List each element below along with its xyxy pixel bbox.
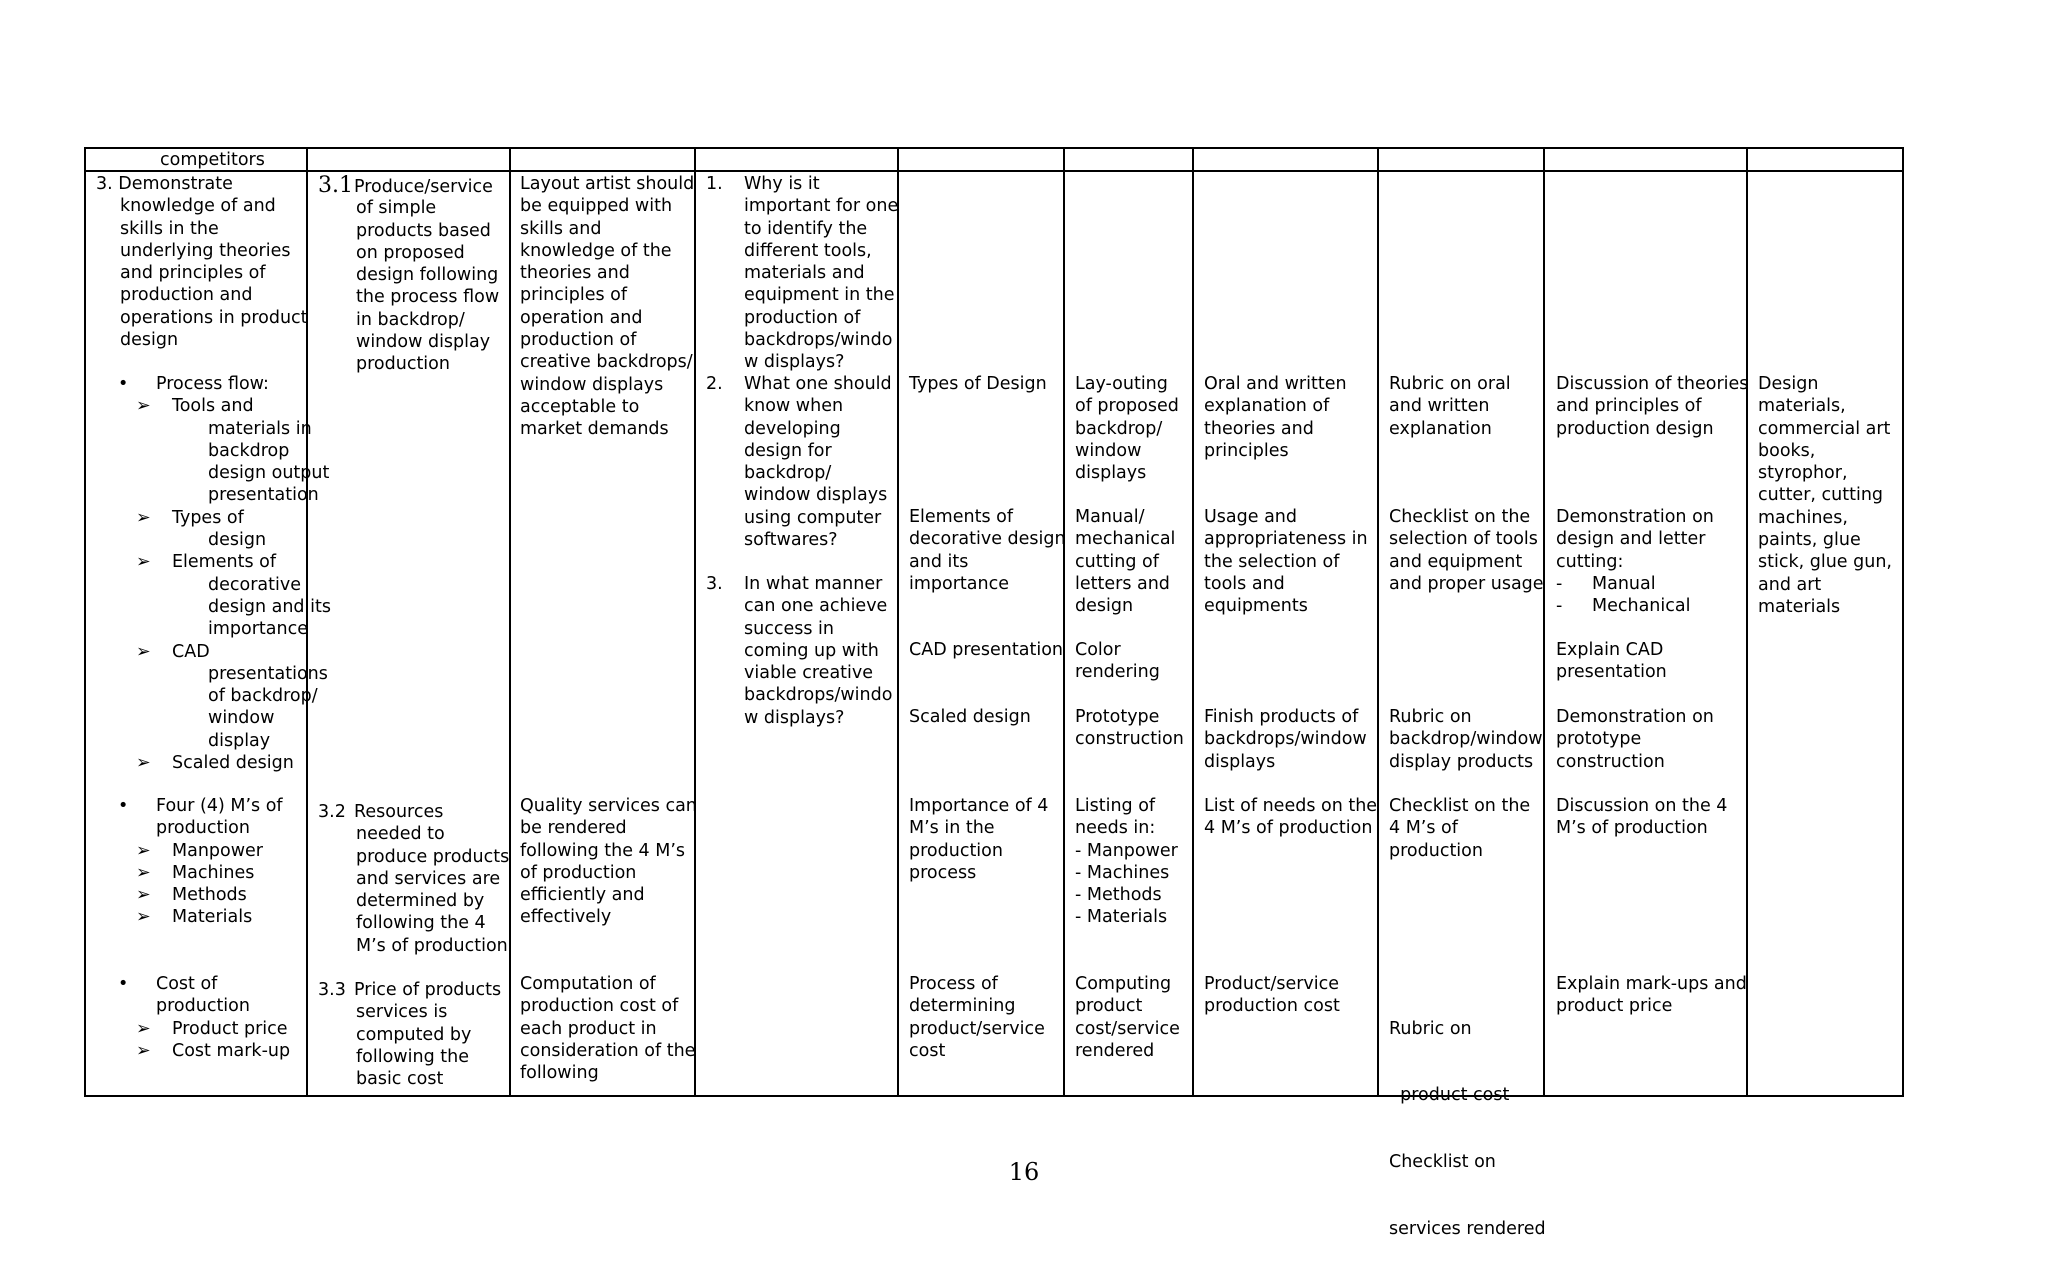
knowledge-line: M’s in the: [909, 818, 995, 839]
outcome-number: 3.1: [318, 173, 353, 198]
question-line: backdrops/windo: [744, 685, 893, 706]
product-line: the selection of: [1204, 551, 1340, 572]
four-ms-label: production: [156, 818, 250, 839]
outcome-line: Produce/service: [354, 177, 493, 197]
outcome-3-3: [318, 979, 501, 1090]
activity-line: presentation: [1556, 662, 1667, 683]
assessment-line: and written: [1389, 396, 1490, 417]
arrow-bullet-icon: ➢: [136, 885, 151, 906]
activity-line: product price: [1556, 996, 1673, 1017]
activity-line: Explain CAD: [1556, 640, 1664, 660]
understanding-line: efficiently and: [520, 885, 645, 906]
outcome-line: needed to: [356, 824, 445, 845]
understanding-line: following: [520, 1063, 599, 1084]
resource-line: materials: [1758, 596, 1841, 617]
knowledge-line: Process of: [909, 974, 998, 994]
product-a: [1204, 373, 1347, 462]
column-divider: [1192, 149, 1194, 1095]
product-line: List of needs on the: [1204, 796, 1378, 816]
knowledge-line: process: [909, 862, 977, 883]
product-d: [1204, 706, 1367, 773]
question-line: different tools,: [744, 240, 872, 261]
process-flow-item: backdrop: [208, 440, 290, 461]
question-number: 2.: [706, 374, 723, 394]
question-line: developing: [744, 418, 841, 439]
question-line: What one should: [744, 374, 892, 394]
cost-label: production: [156, 996, 250, 1017]
understanding-line: market demands: [520, 419, 669, 440]
understanding-line: operation and: [520, 307, 643, 328]
resource-line: and art: [1758, 574, 1822, 595]
skills-line: rendered: [1075, 1040, 1155, 1061]
question-number: 3.: [706, 574, 723, 594]
skills-a: [1075, 373, 1179, 484]
skills-line: design: [1075, 596, 1134, 617]
assessment-line: and equipment: [1389, 551, 1523, 572]
process-flow-item: Types of: [172, 507, 244, 528]
outcome-line: on proposed: [356, 242, 465, 263]
process-flow-item: of backdrop/: [208, 686, 318, 707]
question-line: window displays: [744, 485, 888, 506]
cost-item: Cost mark-up: [172, 1040, 291, 1061]
understanding-line: window displays: [520, 374, 664, 395]
skills-line: window: [1075, 440, 1142, 461]
skills-line: Color: [1075, 640, 1121, 660]
arrow-bullet-icon: ➢: [136, 862, 151, 883]
resource-line: stick, glue gun,: [1758, 552, 1892, 573]
outcome-line: Resources: [354, 802, 444, 822]
dash-bullet-icon: -: [1556, 596, 1563, 617]
four-ms-item: Machines: [172, 862, 255, 883]
process-flow-list: [118, 373, 331, 774]
activity-line: Explain mark-ups and: [1556, 974, 1747, 994]
activity-d: [1556, 706, 1714, 773]
product-line: 4 M’s of production: [1204, 818, 1373, 839]
question-line: equipment in the: [744, 285, 895, 306]
knowledge-line: importance: [909, 573, 1009, 594]
question-line: important for one: [744, 196, 899, 217]
arrow-bullet-icon: ➢: [136, 840, 151, 861]
process-flow-item: presentations: [208, 663, 328, 684]
activity-line: M’s of production: [1556, 818, 1708, 839]
resource-line: styrophor,: [1758, 463, 1848, 484]
outcome-line: following the 4: [356, 913, 486, 934]
question-line: production of: [744, 307, 861, 328]
activity-line: Mechanical: [1592, 596, 1691, 617]
understanding-line: Computation of: [520, 974, 656, 994]
bullet-icon: •: [118, 374, 129, 394]
outcome-3-2: [318, 801, 509, 957]
activity-line: Demonstration on: [1556, 507, 1714, 527]
four-ms-item: Methods: [172, 885, 247, 906]
product-line: appropriateness in: [1204, 529, 1368, 550]
outcome-line: and services are: [356, 868, 501, 889]
bullet-icon: •: [118, 974, 129, 994]
product-line: backdrops/window: [1204, 729, 1367, 750]
assessment-b: [1389, 506, 1544, 595]
outcome-line: Price of products: [354, 980, 502, 1000]
objective-line: production and: [120, 285, 253, 306]
assessment-line: backdrop/window: [1389, 729, 1543, 750]
knowledge-line: Scaled design: [909, 707, 1031, 727]
question-3: [706, 573, 892, 729]
cost-list: [118, 973, 290, 1062]
product-e: [1204, 795, 1377, 840]
assessment-line: production: [1389, 840, 1483, 861]
process-flow-item: display: [208, 730, 271, 751]
product-line: Oral and written: [1204, 374, 1347, 394]
understanding-line: skills and: [520, 218, 602, 239]
skills-line: - Manpower: [1075, 840, 1178, 861]
understanding-line: production cost of: [520, 996, 679, 1017]
product-line: explanation of: [1204, 396, 1330, 417]
skills-line: cutting of: [1075, 551, 1159, 572]
skills-d: [1075, 706, 1184, 751]
objective-line: skills in the: [120, 218, 219, 239]
skills-line: mechanical: [1075, 529, 1176, 550]
product-line: Finish products of: [1204, 707, 1359, 727]
resource-line: books,: [1758, 440, 1816, 461]
objective-line: and principles of: [120, 263, 266, 284]
product-line: displays: [1204, 751, 1276, 772]
understanding-line: following the 4 M’s: [520, 840, 685, 861]
assessment-e: [1389, 795, 1530, 862]
process-flow-item: Elements of: [172, 552, 277, 573]
process-flow-item: decorative: [208, 574, 301, 595]
product-line: principles: [1204, 440, 1289, 461]
understanding-line: effectively: [520, 907, 612, 928]
question-line: can one achieve: [744, 596, 888, 617]
outcome-line: of simple: [356, 198, 437, 219]
arrow-bullet-icon: ➢: [136, 753, 151, 774]
four-ms-list: [118, 795, 283, 929]
knowledge-line: Types of Design: [909, 374, 1047, 394]
assessment-line: Checklist on the: [1389, 796, 1531, 816]
process-flow-item: importance: [208, 619, 308, 640]
cost-label: Cost of: [156, 974, 218, 994]
column-divider: [1377, 149, 1379, 1095]
arrow-bullet-icon: ➢: [136, 907, 151, 928]
assessment-line: Rubric on oral: [1389, 374, 1511, 394]
knowledge-f: [909, 973, 1045, 1062]
skills-line: Lay-outing: [1075, 374, 1168, 394]
product-line: production cost: [1204, 996, 1340, 1017]
skills-line: Manual/: [1075, 507, 1145, 527]
skills-line: Computing: [1075, 974, 1172, 994]
skills-line: - Materials: [1075, 907, 1168, 928]
understanding-line: be rendered: [520, 818, 627, 839]
assessment-line: Rubric on: [1389, 707, 1472, 727]
product-line: equipments: [1204, 596, 1308, 617]
understanding-a: [520, 173, 694, 441]
product-line: tools and: [1204, 573, 1285, 594]
skills-line: letters and: [1075, 573, 1170, 594]
knowledge-c: [909, 639, 1063, 661]
knowledge-line: decorative design: [909, 529, 1066, 550]
outcome-line: M’s of production: [356, 935, 508, 956]
row-divider: [86, 170, 1902, 172]
resource-line: cutter, cutting: [1758, 485, 1884, 506]
knowledge-line: CAD presentation: [909, 640, 1063, 660]
assessment-line: explanation: [1389, 418, 1492, 439]
skills-b: [1075, 506, 1175, 617]
knowledge-d: [909, 706, 1031, 728]
question-line: to identify the: [744, 218, 868, 239]
process-flow-item: design and its: [208, 596, 331, 617]
knowledge-e: [909, 795, 1048, 884]
resource-line: machines,: [1758, 507, 1848, 528]
question-line: success in: [744, 618, 834, 639]
column-divider: [1746, 149, 1748, 1095]
column-divider: [694, 149, 696, 1095]
activity-f: [1556, 973, 1747, 1018]
assessment-line: selection of tools: [1389, 529, 1538, 550]
question-line: softwares?: [744, 530, 838, 551]
process-flow-item: design: [208, 530, 267, 551]
outcome-3-1: [318, 175, 499, 376]
assessment-line: Checklist on the: [1389, 507, 1531, 527]
assessment-line: 4 M’s of: [1389, 818, 1458, 839]
skills-line: rendering: [1075, 662, 1160, 683]
dash-bullet-icon: -: [1556, 573, 1563, 594]
activity-b: [1556, 506, 1714, 617]
understanding-line: theories and: [520, 263, 630, 284]
four-ms-label: Four (4) M’s of: [156, 796, 283, 816]
column-divider: [1063, 149, 1065, 1095]
activity-line: Demonstration on: [1556, 707, 1714, 727]
product-line: Product/service: [1204, 974, 1340, 994]
understanding-line: Layout artist should: [520, 174, 695, 194]
activity-line: and principles of: [1556, 396, 1702, 417]
assessment-a: [1389, 373, 1511, 440]
skills-c: [1075, 639, 1160, 684]
knowledge-line: and its: [909, 551, 969, 572]
assessment-line: product cost: [1389, 1085, 1510, 1106]
outcome-line: following the: [356, 1046, 469, 1067]
resource-line: paints, glue: [1758, 530, 1861, 551]
understanding-line: consideration of the: [520, 1040, 696, 1061]
outcome-number: 3.2: [318, 802, 346, 822]
process-flow-item: presentation: [208, 485, 319, 506]
skills-line: - Methods: [1075, 885, 1162, 906]
activity-a: [1556, 373, 1748, 440]
outcome-line: products based: [356, 220, 491, 241]
bullet-icon: •: [118, 796, 129, 816]
understanding-c: [520, 973, 695, 1084]
question-line: viable creative: [744, 663, 874, 684]
outcome-number: 3.3: [318, 980, 346, 1000]
outcome-line: computed by: [356, 1024, 472, 1045]
product-line: Usage and: [1204, 507, 1298, 527]
objective-line: operations in product: [120, 307, 308, 328]
process-flow-item: window: [208, 708, 275, 729]
question-number: 1.: [706, 174, 723, 194]
outcome-line: services is: [356, 1002, 448, 1023]
product-b: [1204, 506, 1368, 617]
outcome-line: production: [356, 354, 450, 375]
assessment-d: [1389, 706, 1543, 773]
question-1: [706, 173, 898, 374]
understanding-line: be equipped with: [520, 196, 673, 217]
skills-line: needs in:: [1075, 818, 1156, 839]
skills-line: cost/service: [1075, 1018, 1180, 1039]
question-line: w displays?: [744, 352, 845, 373]
skills-line: Listing of: [1075, 796, 1156, 816]
arrow-bullet-icon: ➢: [136, 1018, 151, 1039]
knowledge-line: Elements of: [909, 507, 1014, 527]
carryover-text: competitors: [160, 150, 265, 170]
activity-line: cutting:: [1556, 551, 1624, 572]
resource-line: commercial art: [1758, 418, 1891, 439]
knowledge-line: cost: [909, 1040, 946, 1061]
arrow-bullet-icon: ➢: [136, 507, 151, 528]
objective-line: design: [120, 330, 179, 351]
process-flow-item: design output: [208, 463, 330, 484]
outcome-line: the process flow: [356, 287, 500, 308]
knowledge-b: [909, 506, 1066, 595]
knowledge-line: product/service: [909, 1018, 1045, 1039]
understanding-line: creative backdrops/: [520, 352, 693, 373]
assessment-f: [1389, 973, 1546, 1285]
objective-line: underlying theories: [120, 240, 291, 261]
question-line: Why is it: [744, 174, 820, 194]
question-line: backdrops/windo: [744, 330, 893, 351]
outcome-line: determined by: [356, 891, 485, 912]
question-line: know when: [744, 396, 844, 417]
skills-line: construction: [1075, 729, 1184, 750]
arrow-bullet-icon: ➢: [136, 641, 151, 662]
understanding-line: knowledge of the: [520, 240, 672, 261]
assessment-line: services rendered: [1389, 1219, 1546, 1240]
page-number: 16: [1008, 1158, 1040, 1186]
question-line: backdrop/: [744, 463, 832, 484]
skills-line: backdrop/: [1075, 418, 1163, 439]
process-flow-label: Process flow:: [156, 374, 269, 394]
knowledge-line: Importance of 4: [909, 796, 1049, 816]
activity-line: prototype: [1556, 729, 1642, 750]
skills-line: - Machines: [1075, 862, 1170, 883]
knowledge-a: [909, 373, 1047, 395]
product-f: [1204, 973, 1340, 1018]
outcome-line: in backdrop/: [356, 309, 465, 330]
process-flow-item: materials in: [208, 418, 312, 439]
resource-line: materials,: [1758, 396, 1846, 417]
knowledge-line: determining: [909, 996, 1016, 1017]
activity-line: Discussion on the 4: [1556, 796, 1728, 816]
understanding-line: each product in: [520, 1018, 657, 1039]
process-flow-item: CAD: [172, 641, 210, 662]
activity-e: [1556, 795, 1727, 840]
activity-line: design and letter: [1556, 529, 1706, 550]
understanding-line: acceptable to: [520, 396, 640, 417]
arrow-bullet-icon: ➢: [136, 396, 151, 417]
understanding-line: of production: [520, 862, 637, 883]
objective-line: knowledge of and: [120, 196, 276, 217]
product-line: theories and: [1204, 418, 1314, 439]
outcome-line: design following: [356, 265, 499, 286]
activity-line: Discussion of theories: [1556, 374, 1749, 394]
understanding-b: [520, 795, 697, 929]
skills-f: [1075, 973, 1180, 1062]
process-flow-item: Scaled design: [172, 753, 294, 774]
understanding-line: principles of: [520, 285, 628, 306]
outcome-line: basic cost: [356, 1069, 444, 1090]
skills-e: [1075, 795, 1178, 929]
objective-line: 3. Demonstrate: [96, 174, 233, 194]
question-line: coming up with: [744, 640, 879, 661]
question-2: [706, 373, 892, 551]
skills-line: Prototype: [1075, 707, 1160, 727]
activity-line: production design: [1556, 418, 1714, 439]
outcome-line: produce products: [356, 846, 510, 867]
understanding-line: Quality services can: [520, 796, 697, 816]
knowledge-line: production: [909, 840, 1003, 861]
question-line: w displays?: [744, 707, 845, 728]
four-ms-item: Manpower: [172, 840, 264, 861]
skills-line: of proposed: [1075, 396, 1179, 417]
resource-line: Design: [1758, 374, 1819, 394]
arrow-bullet-icon: ➢: [136, 1040, 151, 1061]
activity-c: [1556, 639, 1667, 684]
question-line: In what manner: [744, 574, 883, 594]
resources-a: [1758, 373, 1892, 618]
skills-line: product: [1075, 996, 1143, 1017]
question-line: design for: [744, 440, 832, 461]
assessment-line: Checklist on: [1389, 1152, 1496, 1173]
question-line: using computer: [744, 507, 882, 528]
understanding-line: production of: [520, 330, 637, 351]
assessment-line: Rubric on: [1389, 1018, 1472, 1039]
cost-item: Product price: [172, 1018, 288, 1039]
skills-line: displays: [1075, 463, 1147, 484]
column-divider: [509, 149, 511, 1095]
assessment-line: and proper usage: [1389, 573, 1544, 594]
assessment-line: display products: [1389, 751, 1534, 772]
outcome-line: window display: [356, 332, 491, 353]
objective-cell: [96, 173, 308, 351]
question-line: materials and: [744, 263, 865, 284]
activity-line: Manual: [1592, 573, 1656, 594]
column-divider: [1543, 149, 1545, 1095]
activity-line: construction: [1556, 751, 1665, 772]
process-flow-item: Tools and: [172, 396, 254, 417]
arrow-bullet-icon: ➢: [136, 552, 151, 573]
four-ms-item: Materials: [172, 907, 253, 928]
